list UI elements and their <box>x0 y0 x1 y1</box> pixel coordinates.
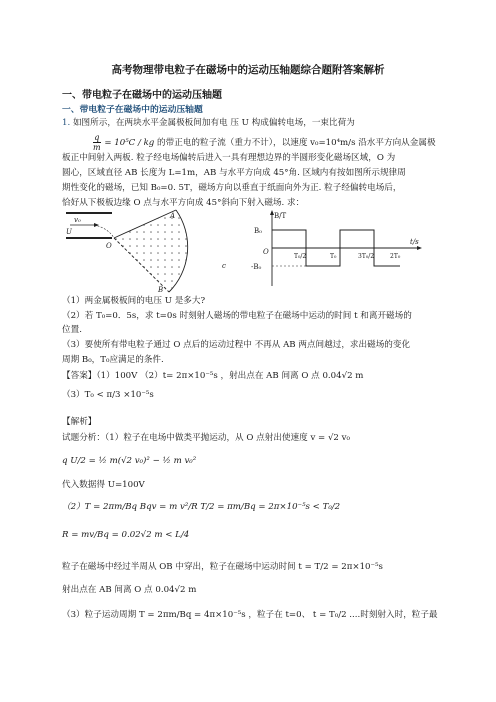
analysis-line-7: 射出点在 AB 间离 O 点 0.04√2 m <box>62 585 197 595</box>
tick-three-half-t0: 3T₀/2 <box>358 253 375 260</box>
axis-y-label: B/T <box>274 212 287 220</box>
analysis-line-8: （3）粒子运动周期 T = 2πm/Bq = 4π×10⁻⁵s ，粒子在 t=0、 t = T₀/2 ....时刻射入时，粒子最 <box>62 610 438 620</box>
problem-line-4: 圆心，区域直径 AB 长度为 L=1m，AB 与水平方向成 45°角. 区域内有按如图所示规律周 <box>62 168 406 178</box>
analysis-line-1: 试题分析：（1）粒子在电场中做类平抛运动，从 O 点射出使速度 v = √2 v₀ <box>62 433 350 443</box>
ratio-denominator: m <box>93 143 101 152</box>
question-3-line-1: （3）要使所有带电粒子通过 O 点后的运动过程中 不再从 AB 两点间越过，求出磁场的变化 <box>62 340 411 350</box>
label-v0: v₀ <box>74 216 81 224</box>
problem-line-1 <box>62 118 355 129</box>
analysis-line-4: （2）T = 2πm/Bq Bqv = m v²/R T/2 = πm/Bq = 2π×10⁻⁵s < T₀/2 <box>62 502 341 512</box>
problem-text-1: 如图所示，在两块水平金属极板间加有电 压 U 构成偏转电场，一束比荷为 <box>72 118 355 128</box>
tick-2t0: 2T₀ <box>390 253 401 260</box>
label-a: A <box>170 212 176 220</box>
analysis-line-5: R = mv/Bq = 0.02√2 m < L/4 <box>62 530 190 540</box>
ratio-value: = 10⁵C / kg <box>104 138 155 148</box>
tick-t0: T₀ <box>330 253 337 260</box>
analysis-line-2: q U/2 = ½ m(√2 v₀)² − ½ m v₀² <box>62 456 197 466</box>
analysis-line-6: 粒子在磁场中经过半周从 OB 中穿出，粒子在磁场中运动时间 t = T/2 = 2π×10⁻⁵s <box>62 562 383 572</box>
problem-line-2 <box>92 133 436 152</box>
answer-line-1: 【答案】（1）100V （2）t= 2π×10⁻⁵s ，射出点在 AB 间离 O 点 0.04√2 m <box>62 371 364 381</box>
answer-line-2: （3）T₀ < π/3 ×10⁻⁵s <box>62 390 154 400</box>
question-1: （1）两金属极板间的电压 U 是多大? <box>62 296 206 306</box>
problem-line-3: 板正中间射入两板. 粒子经电场偏转后进入一具有理想边界的半圆形变化磁场区域，O 为 <box>62 153 396 163</box>
label-c: c <box>222 262 226 270</box>
problem-line-6: 恰好从下极板边缘 O 点与水平方向成 45°斜向下射入磁场. 求： <box>62 198 305 208</box>
problem-number: 1. <box>62 118 71 128</box>
label-o: O <box>106 242 112 250</box>
question-3-line-2: 周期 B₀，T₀应满足的条件. <box>62 355 164 365</box>
magnetic-field-graph <box>250 208 430 290</box>
analysis-line-3: 代入数据得 U=100V <box>62 480 145 490</box>
subsection-heading: 一、带电粒子在磁场中的运动压轴题 <box>62 105 203 115</box>
ratio-numerator: q <box>94 133 100 142</box>
question-2-line-2: 位置. <box>62 325 82 335</box>
analysis-heading: 【解析】 <box>62 417 97 427</box>
section-heading: 一、带电粒子在磁场中的运动压轴题 <box>62 90 222 101</box>
charge-mass-ratio <box>93 133 101 152</box>
label-u: U <box>66 228 72 236</box>
label-b: B <box>158 286 164 294</box>
axis-x-label: t/s <box>410 238 419 246</box>
problem-line-5: 期性变化的磁场，已知 B₀=0. 5T，磁场方向以垂直于纸面向外为正. 粒子经偏转电场后， <box>62 183 402 193</box>
label-neg-b0: -B₀ <box>251 263 262 271</box>
page-title: 高考物理带电粒子在磁场中的运动压轴题综合题附答案解析 <box>111 64 385 76</box>
problem-text-2: 的带正电的粒子流（重力不计），以速度 v₀=10⁴m/s 沿水平方向从金属极 <box>157 138 436 148</box>
label-b0: B₀ <box>254 227 262 235</box>
question-2-line-1: （2）若 T₀=0．5s，求 t=0s 时刻射人磁场的带电粒子在磁场中运动的时间 t 和离开磁场的 <box>62 311 412 321</box>
tick-half-t0: T₀/2 <box>294 253 307 260</box>
label-origin: O <box>263 248 269 256</box>
field-region-figure <box>64 208 234 294</box>
